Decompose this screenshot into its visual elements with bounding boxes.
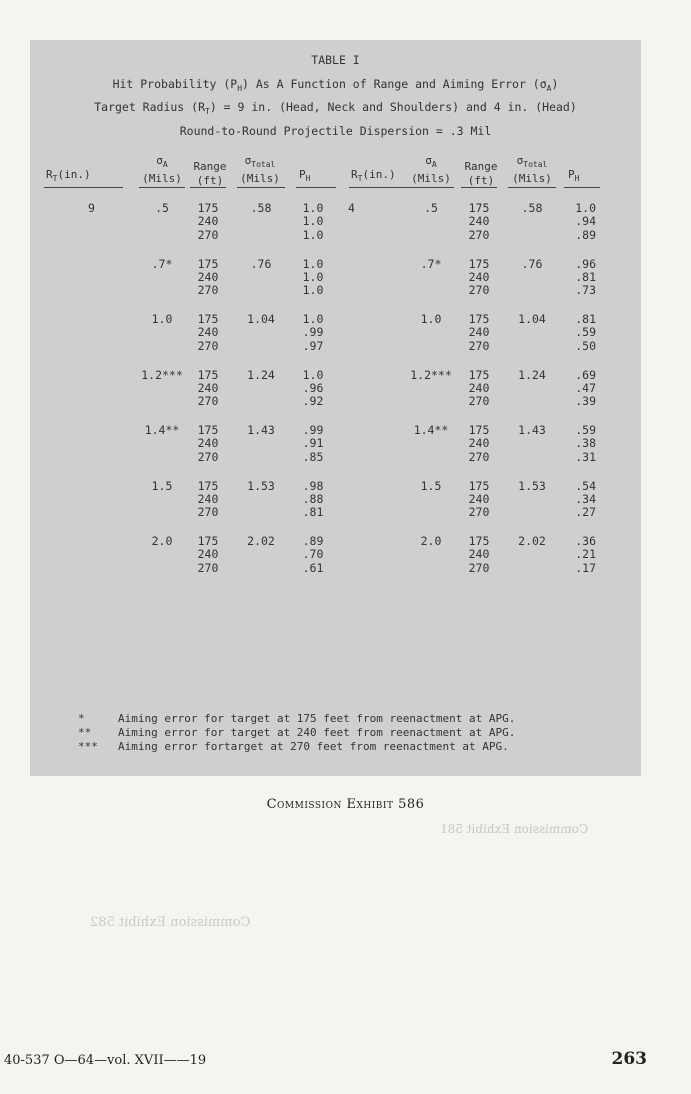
sigma-a-right-cell: 1.0	[420, 312, 442, 326]
table-subtitle-hit-probability	[30, 77, 641, 93]
sigma-total-right-cell: 2.02	[518, 534, 546, 548]
h-rt-unit: (in.)	[57, 168, 91, 181]
exhibit-label	[0, 797, 691, 812]
h-range-r: Range	[464, 160, 498, 173]
header-rt-left	[46, 168, 91, 186]
h-ph-r: P	[568, 168, 575, 181]
footnote	[78, 712, 515, 726]
h-rt: R	[46, 168, 53, 181]
header-rule	[461, 187, 497, 188]
h-st-r: σ	[516, 154, 524, 167]
ph-left-cell: 1.0 1.0 1.0	[302, 201, 324, 242]
footnote-text: Aiming error fortarget at 270 feet from reenactment at APG.	[118, 740, 509, 753]
sigma-a-left-cell: 1.5	[151, 478, 173, 493]
line1-sub2: A	[546, 84, 552, 93]
footnote-symbol: ***	[78, 740, 98, 753]
sigma-total-left-cell: .58	[250, 201, 272, 215]
sigma-a-right-cell: 1.2***	[410, 367, 452, 382]
ph-left-cell: 1.0 .99 .97	[302, 312, 324, 353]
h-st-sub: Total	[251, 160, 276, 169]
h-sa: σ	[156, 154, 163, 167]
sigma-total-left-cell: .76	[250, 256, 272, 271]
header-sigma-total-right	[508, 154, 556, 186]
header-ph-right	[568, 168, 579, 186]
h-sa-r: σ	[425, 154, 432, 167]
range-right-cell: 175 240 270	[468, 478, 490, 520]
h-range-unit-r: (ft)	[467, 174, 495, 187]
exhibit-label-text: Commission Exhibit 586	[266, 797, 425, 812]
sigma-a-left-cell: .5	[155, 201, 169, 215]
range-right-cell: 175 240 270	[468, 312, 490, 353]
sigma-total-right-cell: 1.43	[518, 423, 546, 437]
header-rule	[408, 187, 454, 188]
h-sa-unit: (Mils)	[142, 172, 182, 185]
h-ph: P	[299, 168, 306, 181]
table-subtitle-target-radius	[30, 100, 641, 116]
footnote	[78, 740, 515, 754]
line2-prefix: Target Radius (R	[94, 100, 205, 114]
table-title: TABLE I	[311, 53, 360, 67]
line1-mid: ) As A Function of Range and Aiming Error (σ	[242, 77, 547, 91]
bleed-through-label: Commission Exhibit 582	[90, 915, 251, 930]
footnote-symbol: **	[78, 726, 92, 739]
sigma-a-right-cell: 1.5	[420, 478, 442, 493]
line2-sub: T	[205, 107, 210, 116]
sigma-a-right-cell: 2.0	[420, 534, 442, 548]
range-right-cell: 175 240 270	[468, 256, 490, 298]
ph-right-cell: .59 .38 .31	[575, 423, 596, 464]
line1-prefix: Hit Probability (P	[112, 77, 238, 91]
sigma-total-right-cell: .58	[521, 201, 543, 215]
sigma-total-left-cell: 1.04	[247, 312, 275, 326]
ph-right-cell: .54 .34 .27	[575, 478, 596, 520]
radius-right-value: 4	[348, 201, 355, 215]
ph-left-cell: .99 .91 .85	[302, 423, 324, 464]
h-st-unit: (Mils)	[240, 172, 280, 185]
sigma-total-left-cell: 2.02	[247, 534, 275, 548]
range-left-cell: 175 240 270	[197, 478, 219, 520]
footnote	[78, 726, 515, 740]
sigma-a-left-cell: .7*	[151, 256, 173, 271]
ph-left-cell: 1.0 1.0 1.0	[302, 256, 324, 298]
header-sigma-a-left	[139, 154, 185, 186]
h-st-unit-r: (Mils)	[512, 172, 552, 185]
ph-right-cell: 1.0 .94 .89	[575, 201, 596, 242]
range-right-cell: 175 240 270	[468, 534, 490, 575]
h-sa-unit-r: (Mils)	[411, 172, 451, 185]
ph-left-cell: .89 .70 .61	[302, 534, 324, 575]
sigma-a-right-cell: .5	[424, 201, 438, 215]
ph-left-cell: .98 .88 .81	[302, 478, 324, 520]
sigma-total-right-cell: .76	[521, 256, 543, 271]
bleed-through-label: Commission Exhibit 581	[440, 822, 589, 836]
h-range-unit: (ft)	[196, 174, 224, 187]
header-rule	[44, 187, 123, 188]
header-rule	[190, 187, 226, 188]
header-rule	[296, 187, 336, 188]
ph-right-cell: .36 .21 .17	[575, 534, 596, 575]
range-right-cell: 175 240 270	[468, 367, 490, 409]
header-range-right	[461, 160, 501, 188]
h-rt-sub-r: T	[357, 174, 363, 183]
page-number: 263	[611, 1049, 647, 1069]
ph-right-cell: .69 .47 .39	[575, 367, 596, 409]
footnotes	[78, 712, 515, 754]
range-left-cell: 175 240 270	[197, 312, 219, 353]
header-rule	[139, 187, 185, 188]
range-left-cell: 175 240 270	[197, 256, 219, 298]
h-rt-unit-r: (in.)	[362, 168, 396, 181]
sigma-total-right-cell: 1.24	[518, 367, 546, 382]
sigma-total-right-cell: 1.53	[518, 478, 546, 493]
sigma-a-left-cell: 1.4**	[144, 423, 180, 437]
line1-sub: H	[237, 84, 243, 93]
header-ph-left	[299, 168, 310, 186]
ph-right-cell: .81 .59 .50	[575, 312, 596, 353]
header-rule	[237, 187, 285, 188]
range-left-cell: 175 240 270	[197, 423, 219, 464]
header-sigma-total-left	[236, 154, 284, 186]
header-sigma-a-right	[408, 154, 454, 186]
footnote-symbol: *	[78, 712, 85, 725]
sigma-a-left-cell: 1.0	[151, 312, 173, 326]
range-left-cell: 175 240 270	[197, 201, 219, 242]
h-ph-sub: H	[305, 174, 311, 183]
sigma-a-left-cell: 2.0	[151, 534, 173, 548]
range-right-cell: 175 240 270	[468, 201, 490, 242]
h-ph-sub-r: H	[574, 174, 580, 183]
line2-suffix: ) = 9 in. (Head, Neck and Shoulders) and 4 in. (Head)	[209, 100, 577, 114]
ph-right-cell: .96 .81 .73	[575, 256, 596, 298]
footnote-text: Aiming error for target at 175 feet from reenactment at APG.	[118, 712, 516, 725]
range-left-cell: 175 240 270	[197, 534, 219, 575]
h-range: Range	[193, 160, 227, 173]
sigma-total-left-cell: 1.24	[247, 367, 275, 382]
sigma-total-left-cell: 1.43	[247, 423, 275, 437]
h-rt-r: R	[351, 168, 358, 181]
h-rt-sub: T	[52, 174, 58, 183]
sigma-a-right-cell: 1.4**	[413, 423, 449, 437]
sigma-a-right-cell: .7*	[420, 256, 442, 271]
h-st: σ	[244, 154, 252, 167]
table-subtitle-dispersion: Round-to-Round Projectile Dispersion = .3 Mil	[179, 124, 492, 138]
footnote-text: Aiming error for target at 240 feet from reenactment at APG.	[118, 726, 516, 739]
range-left-cell: 175 240 270	[197, 367, 219, 409]
h-sa-sub: A	[162, 160, 168, 169]
sigma-total-left-cell: 1.53	[247, 478, 275, 493]
h-sa-sub-r: A	[431, 160, 437, 169]
radius-left-value: 9	[88, 201, 95, 215]
sigma-total-right-cell: 1.04	[518, 312, 546, 326]
header-rule	[508, 187, 556, 188]
line1-suffix: )	[551, 77, 559, 91]
header-rt-right	[351, 168, 396, 186]
header-range-left	[190, 160, 230, 188]
ph-left-cell: 1.0 .96 .92	[302, 367, 324, 409]
printing-code: 40-537 O—64—vol. XVII——19	[4, 1053, 207, 1068]
table-sheet	[30, 40, 641, 776]
h-st-sub-r: Total	[523, 160, 548, 169]
range-right-cell: 175 240 270	[468, 423, 490, 464]
sigma-a-left-cell: 1.2***	[141, 367, 183, 382]
header-rule	[564, 187, 600, 188]
